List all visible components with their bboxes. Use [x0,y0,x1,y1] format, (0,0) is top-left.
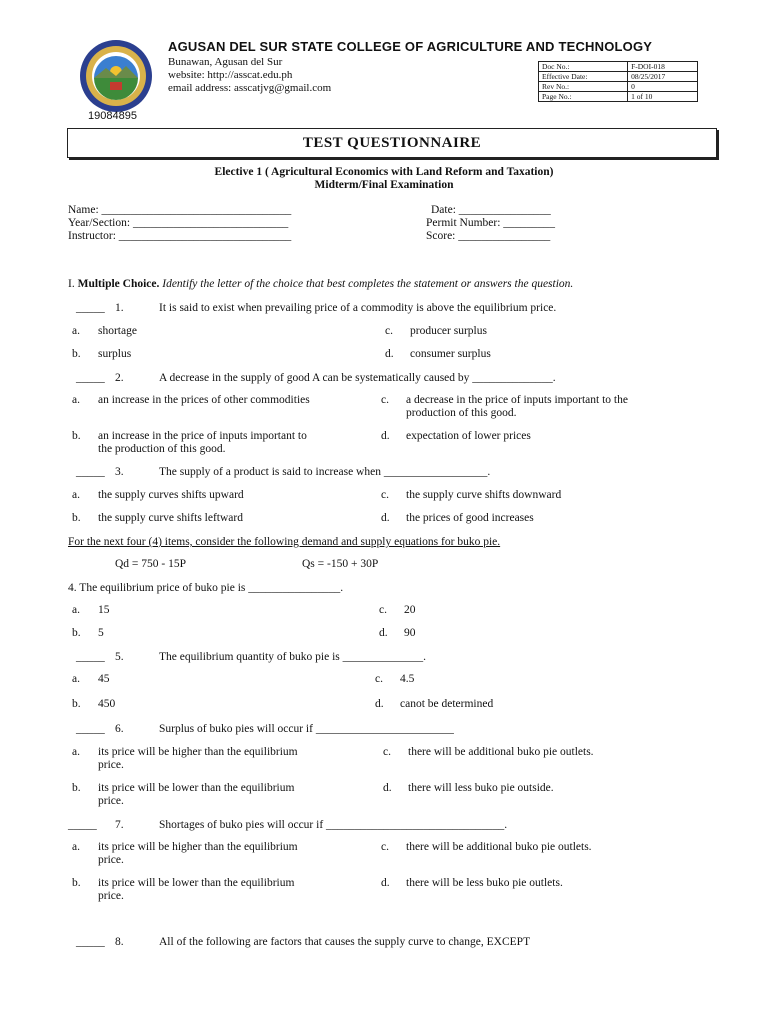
choice-letter: d. [381,430,390,442]
choice-letter: c. [385,325,393,337]
institution-email: email address: asscatjvg@gmail.com [168,82,332,94]
choice-text: 450 [98,698,116,710]
doc-label: Effective Date: [539,72,628,82]
choice-text-continued: the production of this good. [98,443,226,455]
choice-letter: c. [379,604,387,616]
choice-text: 4.5 [400,673,415,685]
choice-letter: c. [381,489,389,501]
choice-text: expectation of lower prices [406,430,531,442]
answer-blank[interactable]: _____ [76,302,105,314]
answer-blank[interactable]: _____ [76,372,105,384]
choice-text: producer surplus [410,325,487,337]
choice-letter: d. [381,512,390,524]
doc-value: 08/25/2017 [628,72,698,82]
choice-text: its price will be higher than the equilibrium [98,746,298,758]
question-number: 3. [115,466,124,478]
choice-text: an increase in the prices of other commodities [98,394,310,406]
question-text: The equilibrium quantity of buko pie is ______________. [159,651,427,663]
choice-text: 20 [404,604,416,616]
choice-letter: a. [72,673,80,685]
document-control-table [538,61,698,102]
doc-row [539,92,698,102]
choice-letter: a. [72,394,80,406]
choice-text: its price will be lower than the equilibrium [98,782,295,794]
doc-value: F-DOI-018 [628,62,698,72]
choice-text-continued: production of this good. [406,407,517,419]
choice-text: there will be less buko pie outlets. [406,877,563,889]
question-number: 7. [115,819,124,831]
choice-letter: d. [385,348,394,360]
name-field[interactable]: Name: _________________________________ [68,204,292,216]
answer-blank[interactable]: _____ [68,819,97,831]
choice-text: there will be additional buko pie outlets. [406,841,592,853]
institution-website: website: http://asscat.edu.ph [168,69,293,81]
doc-value: 0 [628,82,698,92]
answer-blank[interactable]: _____ [76,723,105,735]
choice-text: 15 [98,604,110,616]
title-box [67,128,717,158]
choice-letter: b. [72,430,81,442]
choice-text: consumer surplus [410,348,491,360]
choice-letter: d. [379,627,388,639]
exam-type: Midterm/Final Examination [314,179,454,191]
choice-text: shortage [98,325,137,337]
answer-blank[interactable]: _____ [76,936,105,948]
choice-text: the supply curve shifts downward [406,489,562,501]
choice-letter: c. [375,673,383,685]
question-text: Shortages of buko pies will occur if _______________________________. [159,819,508,831]
choice-text: the supply curves shifts upward [98,489,244,501]
supply-equation: Qs = -150 + 30P [302,558,379,570]
choice-letter: c. [381,394,389,406]
choice-text-continued: price. [98,890,124,902]
choice-text: 45 [98,673,110,685]
choice-letter: a. [72,489,80,501]
choice-letter: c. [381,841,389,853]
choice-letter: d. [383,782,392,794]
choice-text-continued: price. [98,759,124,771]
choice-text: there will be additional buko pie outlets. [408,746,594,758]
college-seal-logo [66,38,166,114]
choice-letter: a. [72,325,80,337]
course-subtitle: Elective 1 ( Agricultural Economics with Land Reform and Taxation) [214,166,554,178]
choice-text: its price will be lower than the equilibrium [98,877,295,889]
instruction-prefix: I. [68,278,78,290]
doc-label: Page No.: [539,92,628,102]
date-field[interactable]: Date: ________________ [431,204,551,216]
instructor-field[interactable]: Instructor: ______________________________ [68,230,292,242]
question-text: Surplus of buko pies will occur if ________________________ [159,723,454,735]
choice-text: a decrease in the price of inputs important to the [406,394,628,406]
choice-text: 5 [98,627,104,639]
choice-text: canot be determined [400,698,494,710]
choice-letter: a. [72,604,80,616]
choice-text: the supply curve shifts leftward [98,512,243,524]
doc-row [539,72,698,82]
answer-blank[interactable]: _____ [76,651,105,663]
instruction-line [68,278,573,291]
doc-value: 1 of 10 [628,92,698,102]
choice-letter: b. [72,627,81,639]
page-title: TEST QUESTIONNAIRE [302,135,482,151]
choice-letter: a. [72,746,80,758]
choice-text: there will less buko pie outside. [408,782,554,794]
choice-letter: b. [72,782,81,794]
instruction-label: Multiple Choice. [77,278,160,290]
choice-letter: b. [72,348,81,360]
institution-name: AGUSAN DEL SUR STATE COLLEGE OF AGRICULTURE AND TECHNOLOGY [168,39,653,54]
choice-text: the prices of good increases [406,512,534,524]
choice-letter: b. [72,512,81,524]
choice-letter: d. [375,698,384,710]
choice-letter: d. [381,877,390,889]
question-text: It is said to exist when prevailing price of a commodity is above the equilibrium price. [159,302,557,314]
permit-number-field[interactable]: Permit Number: _________ [426,217,556,229]
choice-letter: b. [72,877,81,889]
choice-text: an increase in the price of inputs important to [98,430,307,442]
doc-label: Rev No.: [539,82,628,92]
demand-equation: Qd = 750 - 15P [115,558,187,570]
doc-label: Doc No.: [539,62,628,72]
question-number: 1. [115,302,124,314]
doc-row [539,62,698,72]
instruction-text: Identify the letter of the choice that best completes the statement or answers the question. [159,278,574,290]
choice-text: 90 [404,627,416,639]
choice-letter: b. [72,698,81,710]
choice-text-continued: price. [98,854,124,866]
question-text: The supply of a product is said to increase when __________________. [159,466,491,478]
question-number: 8. [115,936,124,948]
question-text: A decrease in the supply of good A can be systematically caused by ______________. [159,372,556,384]
institution-address: Bunawan, Agusan del Sur [168,56,283,68]
choice-text: its price will be higher than the equilibrium [98,841,298,853]
question-number: 6. [115,723,124,735]
question-number: 2. [115,372,124,384]
choice-letter: a. [72,841,80,853]
id-number: 19084895 [88,110,137,122]
question-text: All of the following are factors that causes the supply curve to change, EXCEPT [159,936,531,948]
doc-row [539,82,698,92]
choice-text-continued: price. [98,795,124,807]
section-note: For the next four (4) items, consider the following demand and supply equations for buko pie. [68,536,501,548]
score-field[interactable]: Score: ________________ [426,230,551,242]
question-number: 5. [115,651,124,663]
question-text: 4. The equilibrium price of buko pie is ________________. [68,582,344,594]
year-section-field[interactable]: Year/Section: ___________________________ [68,217,289,229]
choice-text: surplus [98,348,132,360]
answer-blank[interactable]: _____ [76,466,105,478]
choice-letter: c. [383,746,391,758]
